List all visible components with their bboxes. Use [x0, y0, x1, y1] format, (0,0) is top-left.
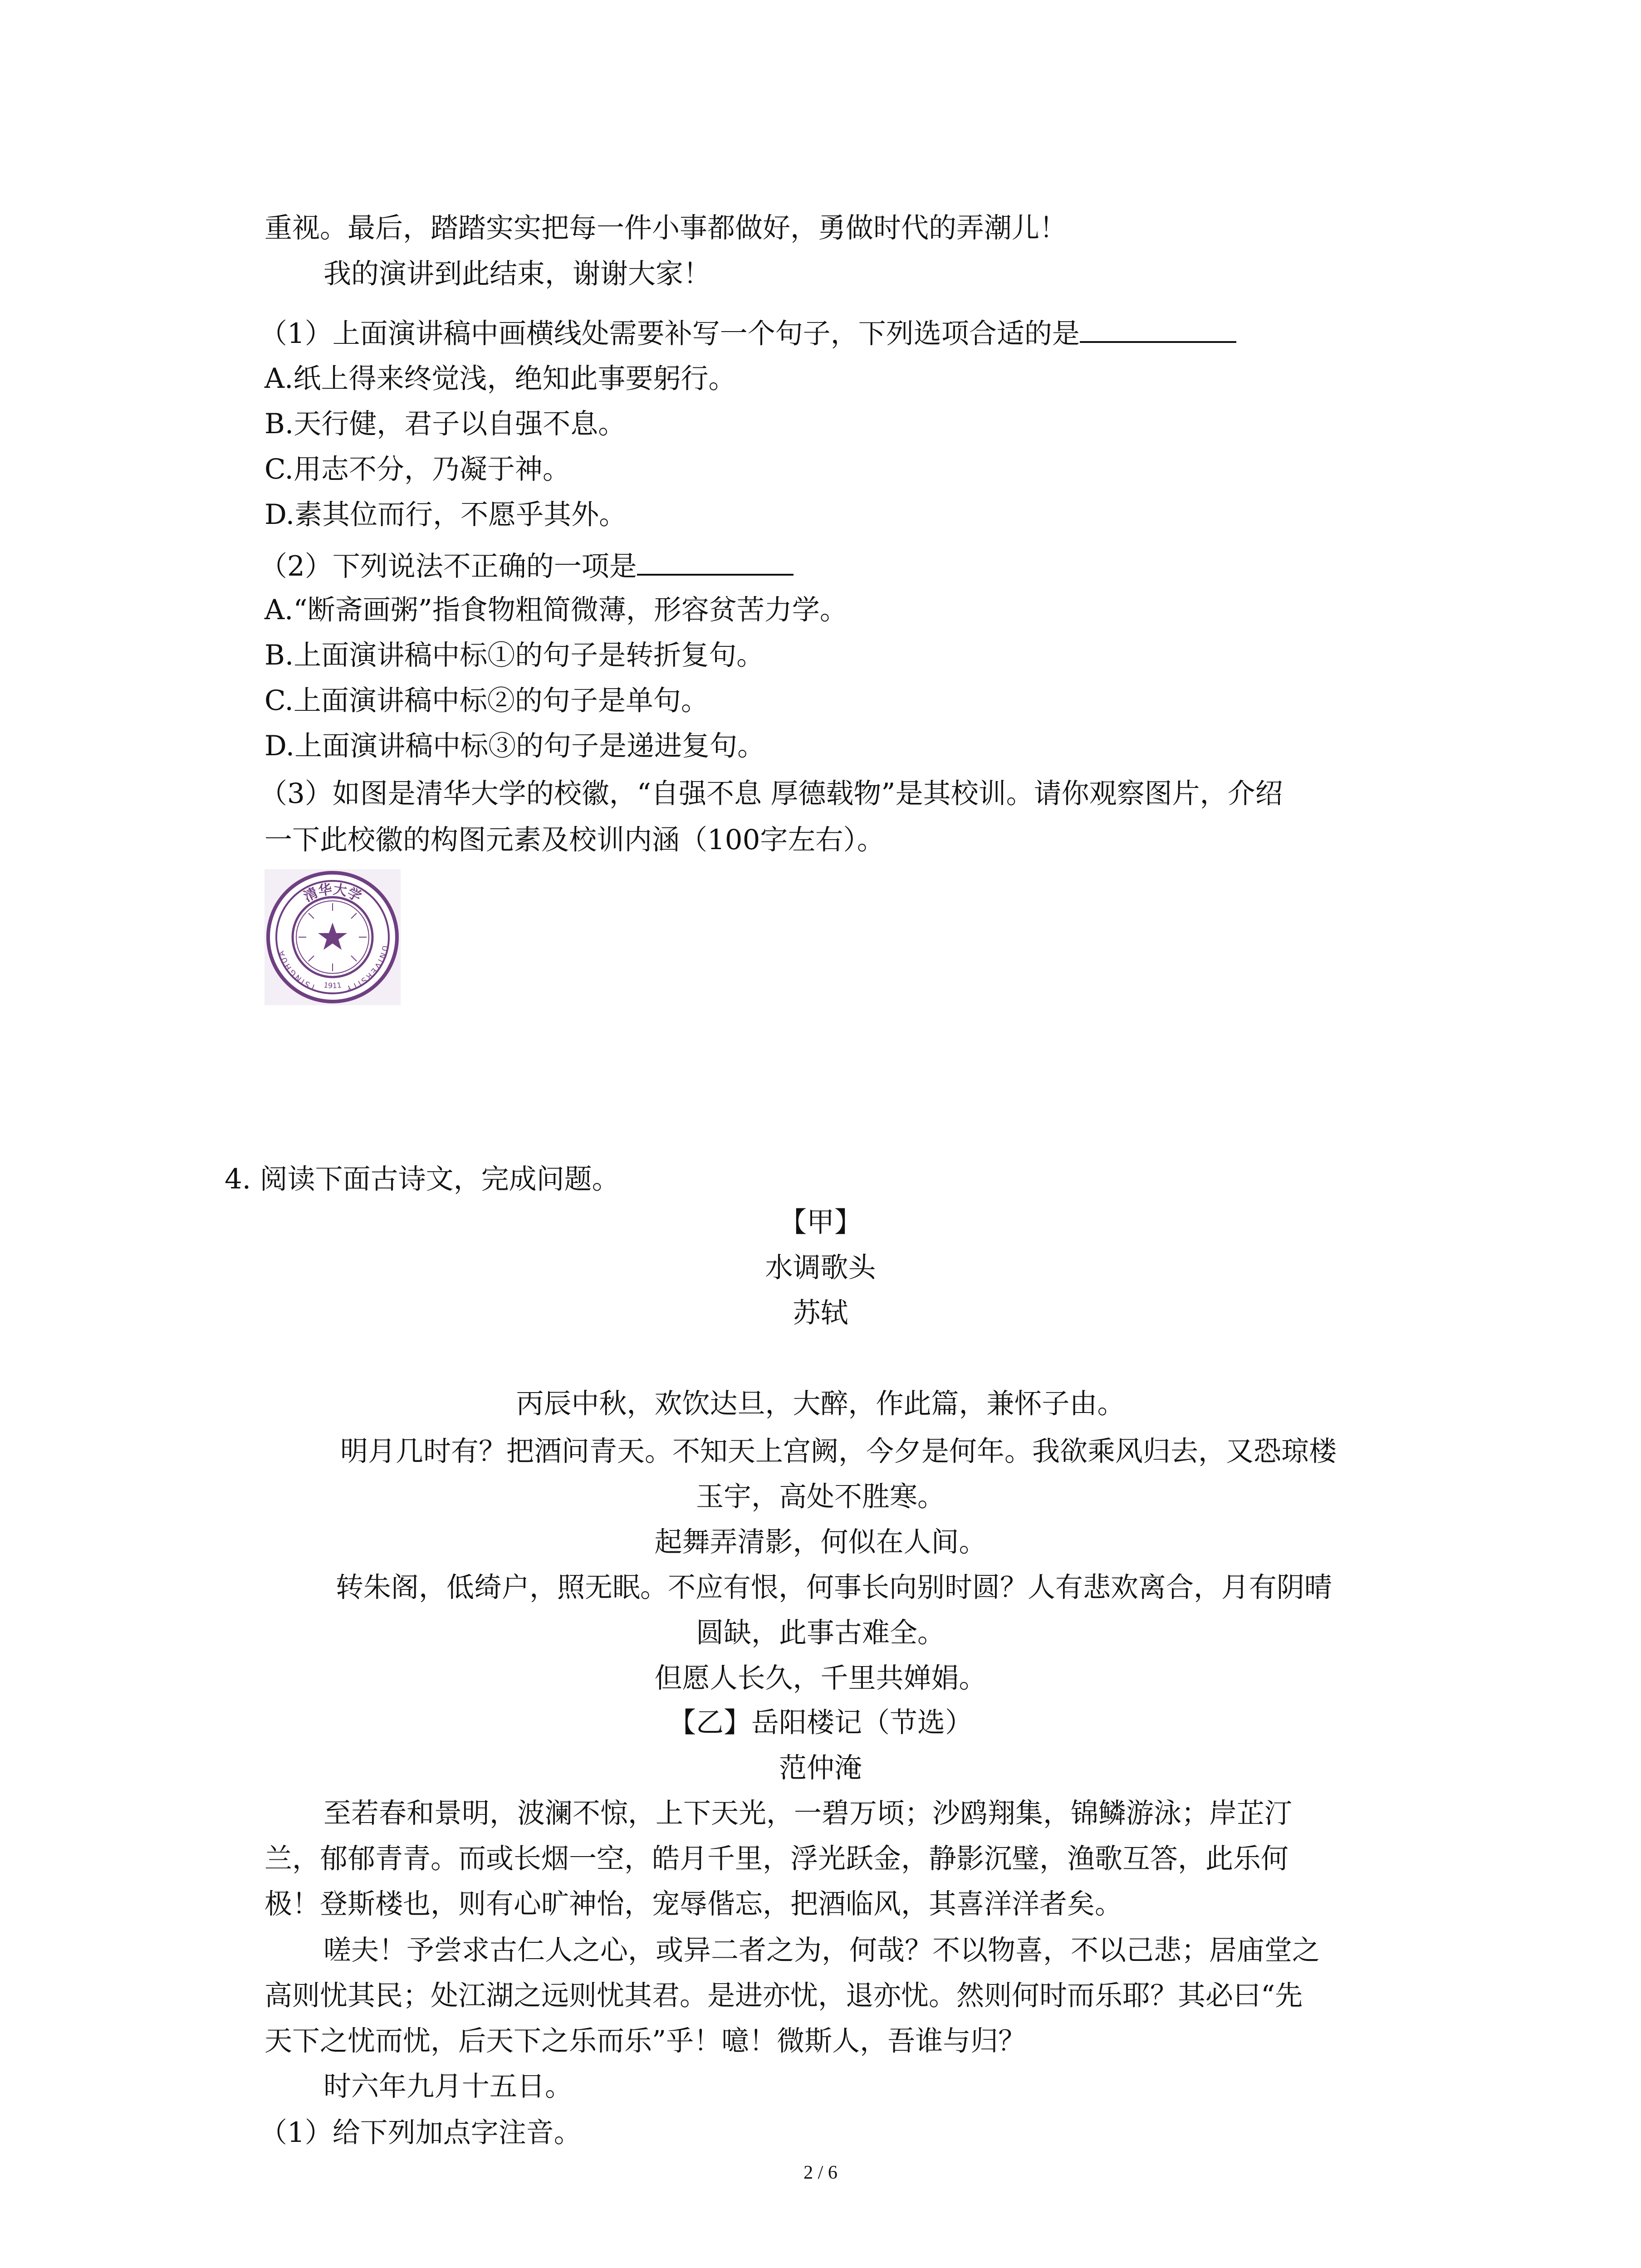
tsinghua-emblem-image — [265, 869, 401, 1005]
jia-line-3: 起舞弄清影，何似在人间。 — [654, 1526, 987, 1558]
jia-line-4: 转朱阁，低绮户，照无眠。不应有恨，何事长向别时圆？人有悲欢离合，月有阴晴 — [336, 1571, 1332, 1603]
q2-answer-blank — [637, 546, 794, 576]
q2-option-d: D.上面演讲稿中标③的句子是递进复句。 — [265, 730, 765, 762]
yi-tag: 【乙】岳阳楼记（节选） — [668, 1706, 973, 1739]
emblem-ring-text-left: TSINGHUA — [276, 948, 317, 992]
yi-line-3: 极！登斯楼也，则有心旷神怡，宠辱偕忘，把酒临风，其喜洋洋者矣。 — [265, 1888, 1123, 1920]
speech-line-1: 重视。最后，踏踏实实把每一件小事都做好，勇做时代的弄潮儿！ — [265, 212, 1068, 244]
page-number: 2 / 6 — [803, 2162, 838, 2183]
jia-line-1: 明月几时有？把酒问青天。不知天上宫阙，今夕是何年。我欲乘风归去，又恐琼楼 — [340, 1435, 1337, 1467]
yi-line-2: 兰，郁郁青青。而或长烟一空，皓月千里，浮光跃金，静影沉璧，渔歌互答，此乐何 — [265, 1843, 1289, 1875]
jia-tag: 【甲】 — [779, 1206, 862, 1238]
q1-option-c: C.用志不分，乃凝于神。 — [265, 453, 570, 485]
jia-title: 水调歌头 — [765, 1251, 876, 1284]
yi-author: 范仲淹 — [779, 1752, 862, 1784]
yi-line-5: 高则忧其民；处江湖之远则忧其君。是进亦忧，退亦忧。然则何时而乐耶？其必曰“先 — [265, 1980, 1303, 2012]
jia-preface: 丙辰中秋，欢饮达旦，大醉，作此篇，兼怀子由。 — [516, 1388, 1125, 1420]
q2-stem-text: （2）下列说法不正确的一项是 — [260, 550, 637, 582]
q1-option-b: B.天行健，君子以自强不息。 — [265, 408, 626, 440]
jia-line-5: 圆缺，此事古难全。 — [696, 1617, 945, 1649]
q3-line-1: （3）如图是清华大学的校徽，“自强不息 厚德载物”是其校训。请你观察图片，介绍 — [260, 777, 1283, 810]
q1-answer-blank — [1080, 313, 1236, 343]
jia-line-6: 但愿人长久，千里共婵娟。 — [654, 1662, 987, 1694]
q3-line-2: 一下此校徽的构图元素及校训内涵（100字左右）。 — [265, 824, 885, 856]
q2-option-a: A.“断斋画粥”指食物粗简微薄，形容贫苦力学。 — [265, 594, 847, 626]
q2-option-b: B.上面演讲稿中标①的句子是转折复句。 — [265, 639, 764, 671]
jia-author: 苏轼 — [793, 1297, 848, 1329]
jia-line-2: 玉宇，高处不胜寒。 — [696, 1481, 945, 1513]
yi-line-6: 天下之忧而忧，后天下之乐而乐”乎！噫！微斯人，吾谁与归？ — [265, 2025, 1026, 2057]
yi-line-4: 嗟夫！予尝求古仁人之心，或异二者之为，何哉？不以物喜，不以己悲；居庙堂之 — [323, 1934, 1320, 1966]
q1-option-d: D.素其位而行，不愿乎其外。 — [265, 499, 627, 531]
q4-sub1: （1）给下列加点字注音。 — [260, 2116, 582, 2149]
emblem-chinese-name: 清华大学 — [301, 881, 364, 905]
emblem-ring-text-right: UNIVERSITY — [344, 944, 390, 993]
yi-line-1: 至若春和景明，波澜不惊，上下天光，一碧万顷；沙鸥翔集，锦鳞游泳；岸芷汀 — [323, 1797, 1293, 1829]
q1-option-a: A.纸上得来终觉浅，绝知此事要躬行。 — [265, 362, 736, 395]
q1-stem — [260, 313, 1236, 352]
speech-line-2: 我的演讲到此结束，谢谢大家！ — [323, 258, 711, 290]
q2-stem — [260, 546, 794, 585]
q2-option-c: C.上面演讲稿中标②的句子是单句。 — [265, 684, 709, 717]
q4-intro: 4. 阅读下面古诗文，完成问题。 — [225, 1163, 620, 1195]
yi-line-7: 时六年九月十五日。 — [323, 2070, 573, 2102]
q1-stem-text: （1）上面演讲稿中画横线处需要补写一个句子，下列选项合适的是 — [260, 318, 1080, 350]
emblem-year: 1911 — [323, 980, 342, 990]
